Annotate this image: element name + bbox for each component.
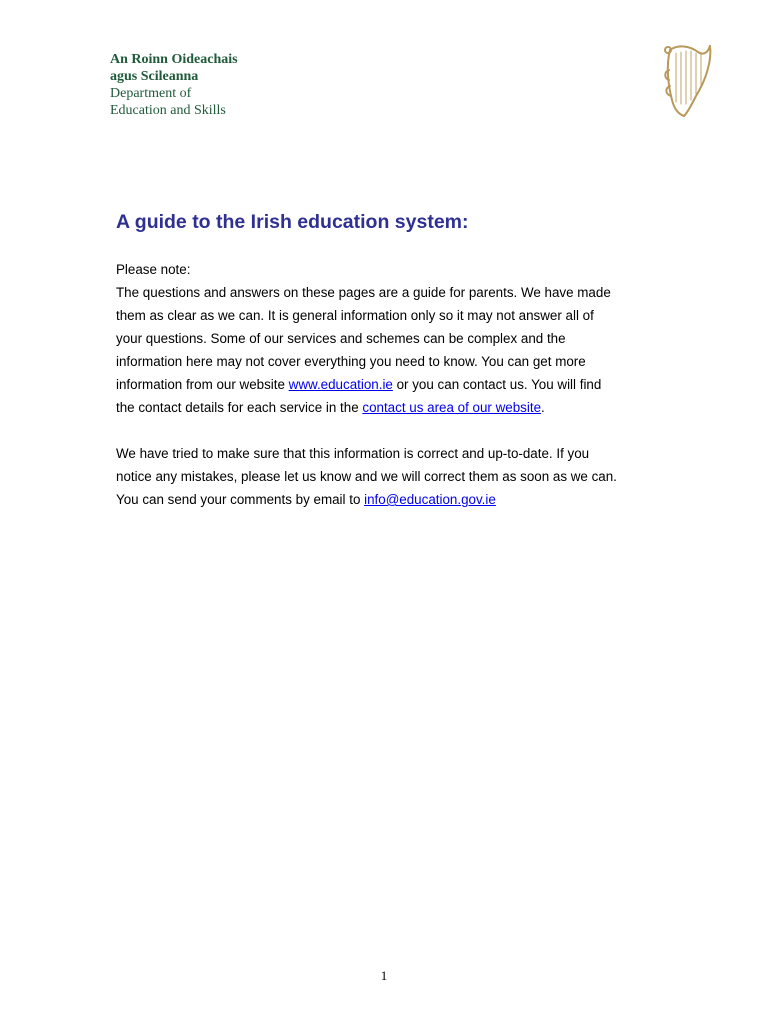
page-title: A guide to the Irish education system:	[116, 211, 469, 233]
corrections-line-3-text-before: You can send your comments by email to	[116, 492, 365, 507]
education-website-link[interactable]: www.education.ie	[288, 377, 393, 392]
department-english-name-line-2: Education and Skills	[110, 103, 226, 118]
department-irish-name-line-2: agus Scileanna	[110, 69, 199, 84]
intro-line-5-text-before: information from our website	[116, 377, 289, 392]
corrections-line-3	[116, 488, 676, 511]
page-number: 1	[380, 968, 388, 983]
document-body	[116, 258, 676, 511]
intro-line-2: them as clear as we can. It is general information only so it may not answer all of	[116, 308, 594, 323]
email-link[interactable]: info@education.gov.ie	[364, 492, 496, 507]
paragraph-spacer	[116, 419, 676, 442]
harp-icon	[660, 40, 720, 120]
note-label: Please note:	[116, 262, 191, 277]
intro-line-6-text-before: the contact details for each service in the	[116, 400, 363, 415]
department-name-block	[110, 51, 238, 119]
department-irish-name-line-1: An Roinn Oideachais	[110, 52, 238, 67]
intro-line-6	[116, 396, 676, 419]
intro-paragraph	[116, 281, 676, 419]
intro-line-3: your questions. Some of our services and schemes can be complex and the	[116, 331, 566, 346]
intro-line-1: The questions and answers on these pages are a guide for parents. We have made	[116, 285, 611, 300]
department-english-name-line-1: Department of	[110, 86, 192, 101]
intro-line-5	[116, 373, 676, 396]
corrections-line-2: notice any mistakes, please let us know and we will correct them as soon as we can.	[116, 469, 617, 484]
intro-line-4: information here may not cover everything you need to know. You can get more	[116, 354, 586, 369]
intro-line-5-text-after: or you can contact us. You will find	[392, 377, 602, 392]
contact-us-link[interactable]: contact us area of our website	[362, 400, 542, 415]
corrections-paragraph	[116, 442, 676, 511]
intro-line-6-text-after: .	[541, 400, 545, 415]
corrections-line-1: We have tried to make sure that this information is correct and up-to-date. If you	[116, 446, 590, 461]
